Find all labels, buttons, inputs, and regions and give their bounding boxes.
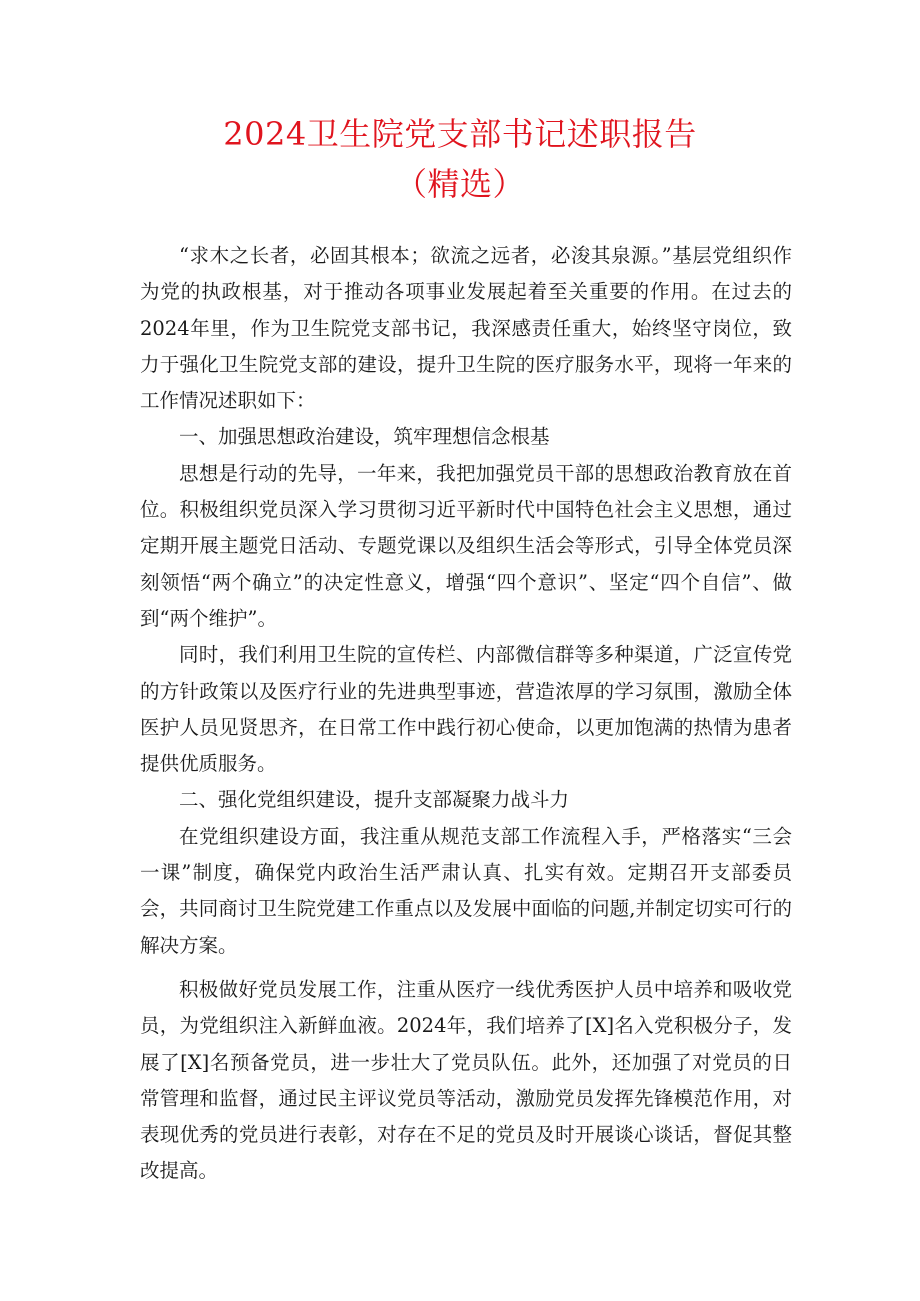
document-body	[140, 238, 792, 1190]
paragraph-gap	[140, 964, 792, 972]
paragraph-2: 同时，我们利用卫生院的宣传栏、内部微信群等多种渠道，广泛宣传党的方针政策以及医疗行业的先进典型事迹，营造浓厚的学习氛围，激励全体医护人员见贤思齐，在日常工作中践行初心使命，以更加饱满的热情为患者提供优质服务。	[140, 643, 792, 776]
paragraph-1: 思想是行动的先导，一年来，我把加强党员干部的思想政治教育放在首位。积极组织党员深入学习贯彻习近平新时代中国特色社会主义思想，通过定期开展主题党日活动、专题党课以及组织生活会等形式，引导全体党员深刻领悟“两个确立”的决定性意义，增强“四个意识”、坚定“四个自信”、做到“两个维护”。	[140, 461, 792, 630]
section-heading-1: 一、加强思想政治建设，筑牢理想信念根基	[179, 425, 550, 449]
section-heading-2: 二、强化党组织建设，提升支部凝聚力战斗力	[179, 788, 570, 812]
paragraph-4: 积极做好党员发展工作，注重从医疗一线优秀医护人员中培养和吸收党员，为党组织注入新鲜血液。2024年，我们培养了[X]名入党积极分子，发展了[X]名预备党员，进一步壮大了党员队伍。此外，还加强了对党员的日常管理和监督，通过民主评议党员等活动，激励党员发挥先锋模范作用，对表现优秀的党员进行表彰，对存在不足的党员及时开展谈心谈话，督促其整改提高。	[140, 977, 792, 1183]
paragraph-3: 在党组织建设方面，我注重从规范支部工作流程入手，严格落实“三会一课”制度，确保党内政治生活严肃认真、扎实有效。定期召开支部委员会，共同商讨卫生院党建工作重点以及发展中面临的问题,并制定切实可行的解决方案。	[140, 824, 792, 957]
paragraph-intro: “求木之长者，必固其根本；欲流之远者，必浚其泉源。”基层党组织作为党的执政根基，对于推动各项事业发展起着至关重要的作用。在过去的2024年里，作为卫生院党支部书记，我深感责任重大，始终坚守岗位，致力于强化卫生院党支部的建设，提升卫生院的医疗服务水平，现将一年来的工作情况述职如下：	[140, 244, 792, 413]
document-title: 2024卫生院党支部书记述职报告	[223, 115, 697, 153]
document-subtitle: （精选）	[394, 165, 525, 203]
